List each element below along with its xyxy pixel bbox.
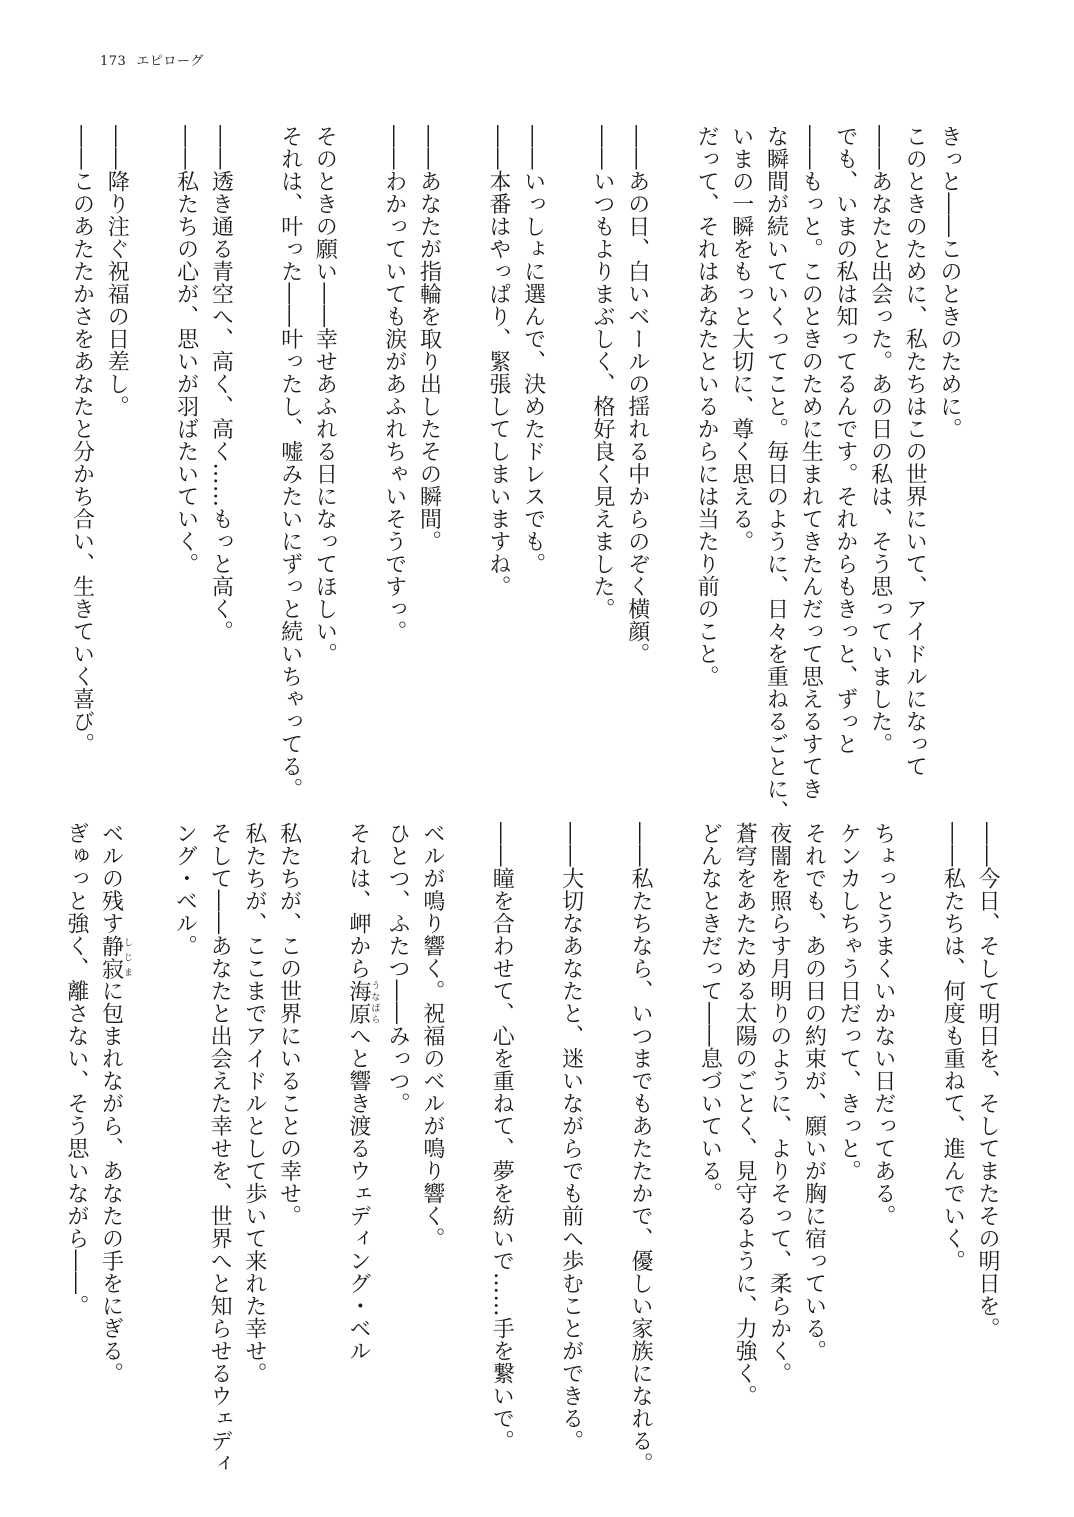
text-line: ――わかっていても涙があふれちゃいそうですっ。 — [381, 125, 407, 643]
text-line: でも、いまの私は知ってるんです。それからもきっと、ずっと — [832, 125, 858, 755]
text-line: そして――あなたと出会えた幸せを、世界へと知らせるウェディ — [207, 822, 233, 1475]
paragraph-gap — [657, 822, 692, 1442]
text-line: ちょっとうまくいかない日だってある。 — [870, 822, 896, 1227]
text-line: ――私たちなら、いつまでもあたたかで、優しい家族になれる。 — [628, 822, 653, 1475]
ruby-annotation — [98, 934, 133, 980]
text-line: ケンカしちゃう日だって、きっと。 — [836, 822, 862, 1182]
text-segment: それは、岬から — [345, 822, 371, 980]
paragraph-gap — [900, 822, 935, 1442]
paragraph-gap — [654, 125, 689, 745]
paragraph-gap — [588, 822, 623, 1442]
text-line: ぎゅっと強く、離さない、そう思いながら――。 — [63, 822, 89, 1317]
paragraph-gap — [133, 125, 168, 745]
text-line: ――私たちの心が、思いが羽ばたいていく。 — [173, 125, 199, 575]
ruby-annotation — [345, 979, 380, 1025]
paragraph-gap — [237, 125, 272, 745]
ruby-base: 静寂 — [98, 934, 124, 980]
text-line — [93, 822, 132, 1442]
paragraph-gap — [341, 125, 376, 745]
text-line: ひとつ、ふたつ――みっつ。 — [385, 822, 411, 1115]
text-line: ――大切なあなたと、迷いながらでも前へ歩むことができる。 — [558, 822, 584, 1452]
text-line: ――瞳を合わせて、心を重ねて、夢を紡いで……手を繋いで。 — [489, 822, 515, 1452]
text-line: 私たちが、ここまでアイドルとして歩いて来れた幸せ。 — [241, 822, 267, 1385]
text-segment: へと響き渡るウェディング・ベル — [345, 1024, 371, 1362]
text-line: ング・ベル。 — [172, 822, 198, 957]
paragraph-gap — [306, 822, 341, 1442]
text-line: 蒼穹をあたためる太陽のごとく、見守るように、力強く。 — [732, 822, 758, 1407]
upper-text-block — [69, 125, 966, 823]
text-line: きっと――このときのために。 — [937, 125, 962, 440]
text-line: ――あなたが指輪を取り出したその瞬間。 — [416, 125, 442, 553]
page-number: 173 — [100, 54, 127, 69]
page-header — [100, 50, 204, 69]
ruby-reading: うなばら — [369, 979, 380, 1025]
text-line: ――もっと。このときのために生まれてきたんだって思えるすてき — [798, 125, 824, 800]
text-segment: に包まれながら、あなたの手をにぎる。 — [98, 979, 124, 1385]
paragraph-gap — [446, 125, 481, 745]
text-line: 私たちが、この世界にいることの幸せ。 — [276, 822, 302, 1227]
text-line: ――あなたと出会った。あの日の私は、そう思っていました。 — [867, 125, 893, 755]
text-line: それでも、あの日の約束が、願いが胸に宿っている。 — [801, 822, 827, 1362]
text-line: いまの一瞬をもっと大切に、尊く思える。 — [728, 125, 754, 553]
text-line: ――このあたたかさをあなたと分かち合い、生きていく喜び。 — [69, 125, 95, 755]
text-line: ――いっしょに選んで、決めたドレスでも。 — [520, 125, 546, 575]
text-line: ――今日、そして明日を、そしてまたその明日を。 — [975, 822, 1000, 1340]
text-line: ――本番はやっぱり、緊張してしまいますね。 — [485, 125, 511, 598]
text-line: どんなときだって――息づいている。 — [697, 822, 723, 1205]
ruby-reading: しじま — [122, 934, 133, 980]
text-line: そのときの願い――幸せあふれる日になってほしい。 — [312, 125, 338, 665]
paragraph-gap — [132, 822, 167, 1442]
lower-text-block — [63, 822, 1004, 1475]
text-line: ――私たちは、何度も重ねて、進んでいく。 — [940, 822, 966, 1272]
text-line: ――降り注ぐ祝福の日差し。 — [104, 125, 130, 418]
text-line: ――あの日、白いベールの揺れる中からのぞく横顔。 — [624, 125, 650, 665]
text-line: このときのために、私たちはこの世界にいて、アイドルになって — [902, 125, 928, 778]
ruby-base: 海原 — [345, 979, 371, 1025]
paragraph-gap — [449, 822, 484, 1442]
paragraph-gap — [518, 822, 553, 1442]
text-line — [340, 822, 379, 1442]
text-line: ――いつもよりまぶしく、格好良く見えました。 — [589, 125, 615, 620]
text-line: ――透き通る青空へ、高く、高く……もっと高く。 — [208, 125, 234, 643]
text-line: 夜闇を照らす月明りのように、よりそって、柔らかく。 — [766, 822, 792, 1385]
text-line: だって、それはあなたといるからには当たり前のこと。 — [694, 125, 720, 688]
chapter-title: エピローグ — [136, 54, 204, 69]
paragraph-gap — [550, 125, 585, 745]
text-line: な瞬間が続いていくってこと。毎日のように、日々を重ねるごとに、 — [763, 125, 789, 823]
text-line: ベルが鳴り響く。祝福のベルが鳴り響く。 — [419, 822, 445, 1250]
text-line: それは、叶った――叶ったし、嘘みたいにずっと続いちゃってる。 — [277, 125, 303, 800]
text-segment: ベルの残す — [98, 822, 124, 935]
